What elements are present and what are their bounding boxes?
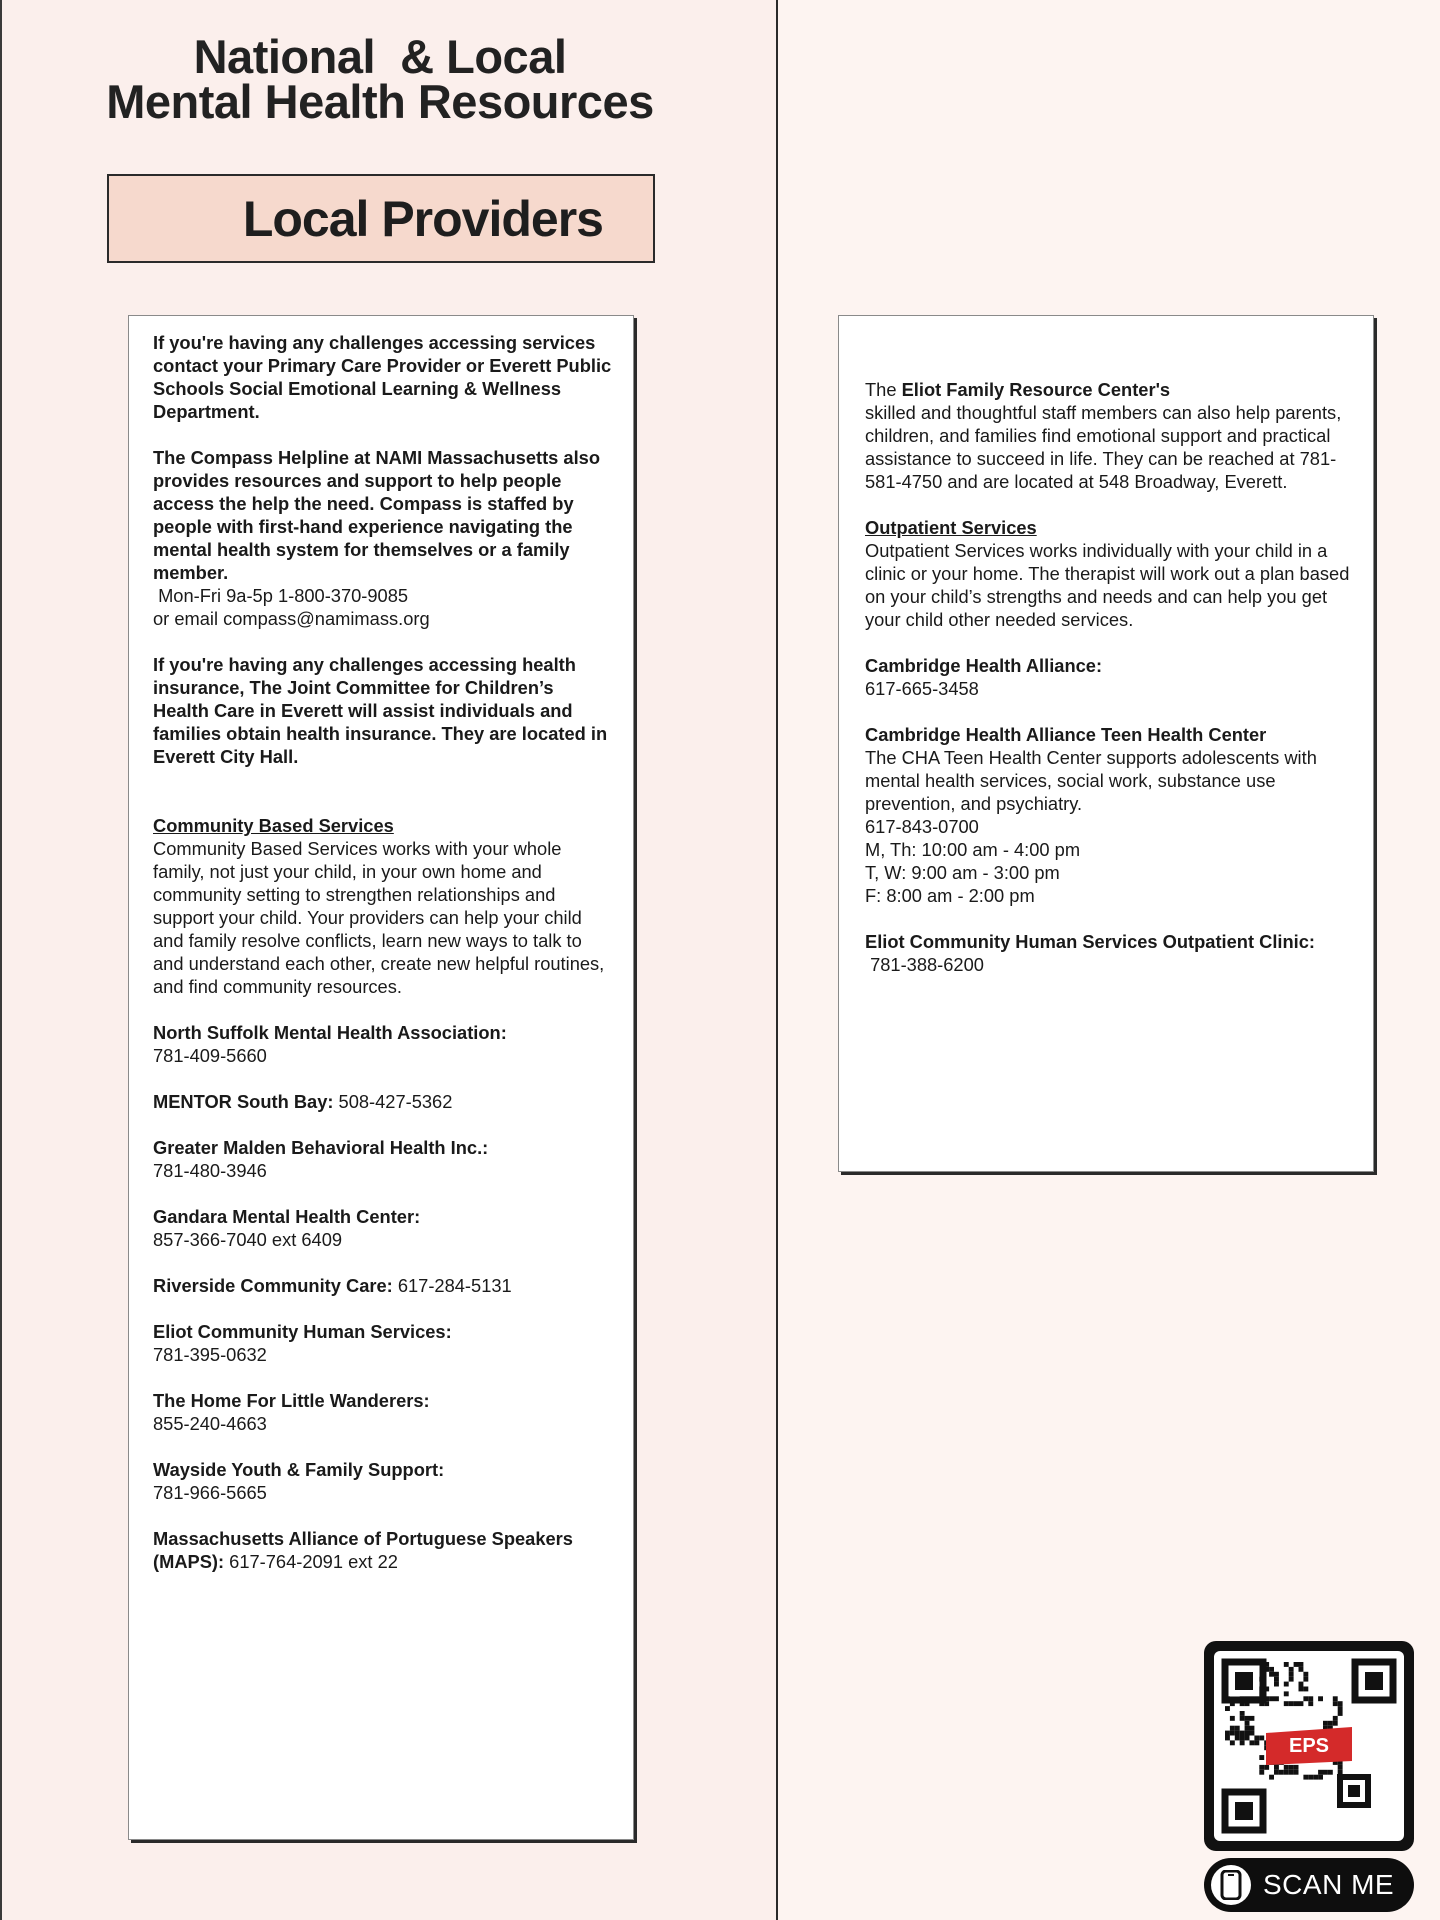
qr-module	[1284, 1662, 1289, 1667]
compass-description: The Compass Helpline at NAMI Massachusetts also provides resources and support to help people access the help the need. Compass is staffed by people with first-hand experience navigating the mental health system for themselves or a family member.	[153, 447, 600, 583]
qr-module	[1259, 1736, 1264, 1741]
qr-module	[1338, 1701, 1343, 1706]
cha-name: Cambridge Health Alliance:	[865, 655, 1103, 676]
provider-phone: 617-284-5131	[392, 1275, 512, 1296]
eliot-block	[865, 378, 1353, 493]
teen-phone: 617-843-0700	[865, 816, 979, 837]
eps-logo	[1266, 1727, 1352, 1765]
qr-module	[1333, 1721, 1338, 1726]
qr-module	[1284, 1682, 1289, 1687]
qr-module	[1245, 1731, 1250, 1736]
eliot-outpatient-name: Eliot Community Human Services Outpatient Clinic:	[865, 931, 1315, 952]
qr-module	[1264, 1765, 1269, 1770]
qr-module	[1308, 1701, 1313, 1706]
qr-module	[1269, 1696, 1274, 1701]
qr-module	[1240, 1740, 1245, 1745]
qr-module	[1250, 1726, 1255, 1731]
qr-module	[1245, 1721, 1250, 1726]
qr-module	[1259, 1755, 1264, 1760]
eliot-outpatient-phone: 781-388-6200	[865, 954, 984, 975]
teen-hours-f: F: 8:00 am - 2:00 pm	[865, 885, 1035, 906]
qr-module	[1294, 1701, 1299, 1706]
qr-code-image	[1214, 1651, 1404, 1841]
provider-phone: 781-966-5665	[153, 1482, 267, 1503]
qr-module	[1269, 1672, 1274, 1677]
qr-module	[1225, 1736, 1230, 1741]
provider-phone: 508-427-5362	[333, 1091, 453, 1112]
provider-item	[153, 1458, 613, 1504]
qr-module	[1289, 1667, 1294, 1672]
qr-module	[1294, 1662, 1299, 1667]
provider-name: Massachusetts Alliance of Portuguese Speakers (MAPS):	[153, 1528, 573, 1572]
compass-email[interactable]: or email compass@namimass.org	[153, 608, 430, 629]
qr-module	[1259, 1765, 1264, 1770]
section-title: Local Providers	[242, 190, 603, 247]
qr-module	[1230, 1726, 1235, 1731]
qr-module	[1308, 1696, 1313, 1701]
qr-module	[1284, 1765, 1289, 1770]
qr-code[interactable]	[1204, 1641, 1414, 1851]
provider-phone: 855-240-4663	[153, 1413, 267, 1434]
qr-module	[1303, 1687, 1308, 1692]
qr-module	[1235, 1736, 1240, 1741]
section-header-box	[107, 174, 655, 263]
qr-module	[1323, 1770, 1328, 1775]
qr-module	[1299, 1662, 1304, 1667]
provider-phone: 781-480-3946	[153, 1160, 267, 1181]
qr-module	[1254, 1740, 1259, 1745]
provider-item	[153, 1527, 613, 1573]
qr-module	[1299, 1682, 1304, 1687]
qr-module	[1299, 1687, 1304, 1692]
qr-module	[1338, 1765, 1343, 1770]
qr-module	[1259, 1770, 1264, 1775]
qr-module	[1303, 1775, 1308, 1780]
provider-item	[153, 1205, 613, 1251]
cha-block	[865, 654, 1353, 700]
qr-module	[1294, 1765, 1299, 1770]
cbs-heading: Community Based Services	[153, 815, 394, 836]
qr-module	[1299, 1701, 1304, 1706]
qr-module	[1313, 1775, 1318, 1780]
qr-module	[1250, 1740, 1255, 1745]
provider-item	[153, 1136, 613, 1182]
outpatient-block	[865, 516, 1353, 631]
qr-module	[1303, 1677, 1308, 1682]
provider-item	[153, 1274, 613, 1297]
qr-module	[1308, 1775, 1313, 1780]
qr-module	[1318, 1770, 1323, 1775]
qr-module	[1289, 1770, 1294, 1775]
page-title	[0, 30, 760, 128]
provider-item	[153, 1090, 613, 1113]
qr-module	[1245, 1716, 1250, 1721]
provider-item	[153, 1320, 613, 1366]
provider-name: North Suffolk Mental Health Association:	[153, 1022, 507, 1043]
qr-module	[1245, 1736, 1250, 1741]
insurance-text: If you're having any challenges accessing health insurance, The Joint Committee for Children’s Health Care in Everett will assist individuals and families obtain health insurance. They are located in Everett City Hall.	[153, 654, 608, 767]
provider-item	[153, 1389, 613, 1435]
qr-module	[1333, 1716, 1338, 1721]
teen-hours-mth: M, Th: 10:00 am - 4:00 pm	[865, 839, 1081, 860]
cha-phone: 617-665-3458	[865, 678, 979, 699]
qr-module	[1299, 1667, 1304, 1672]
qr-module	[1303, 1672, 1308, 1677]
qr-module	[1284, 1691, 1289, 1696]
title-line-1: National & Local	[193, 30, 567, 83]
provider-name: Eliot Community Human Services:	[153, 1321, 452, 1342]
eliot-prefix: The	[865, 379, 902, 400]
qr-module	[1318, 1775, 1323, 1780]
qr-module	[1289, 1765, 1294, 1770]
qr-module	[1328, 1721, 1333, 1726]
qr-module	[1240, 1716, 1245, 1721]
qr-module	[1333, 1696, 1338, 1701]
qr-module	[1338, 1711, 1343, 1716]
left-border	[0, 0, 2, 1920]
qr-module	[1250, 1731, 1255, 1736]
compass-hours: Mon-Fri 9a-5p 1-800-370-9085	[153, 585, 409, 606]
scan-me-label: SCAN ME	[1263, 1869, 1395, 1900]
qr-module	[1269, 1667, 1274, 1672]
provider-phone: 617-764-2091 ext 22	[224, 1551, 398, 1572]
qr-module	[1230, 1716, 1235, 1721]
qr-module	[1318, 1696, 1323, 1701]
qr-module	[1338, 1706, 1343, 1711]
qr-module	[1333, 1701, 1338, 1706]
title-line-2: Mental Health Resources	[106, 75, 654, 128]
qr-module	[1225, 1706, 1230, 1711]
provider-item	[153, 1021, 613, 1067]
compass-block	[153, 446, 613, 630]
eliot-outpatient-block	[865, 930, 1353, 976]
left-resource-card	[128, 315, 634, 1840]
phone-icon	[1211, 1865, 1251, 1905]
teen-block	[865, 723, 1353, 907]
qr-module	[1323, 1721, 1328, 1726]
provider-name: Wayside Youth & Family Support:	[153, 1459, 445, 1480]
qr-module	[1274, 1770, 1279, 1775]
qr-module	[1338, 1770, 1343, 1775]
eps-logo-text: EPS	[1288, 1735, 1330, 1757]
qr-module	[1274, 1677, 1279, 1682]
outpatient-heading: Outpatient Services	[865, 517, 1037, 538]
qr-module	[1274, 1672, 1279, 1677]
right-resource-card	[838, 315, 1374, 1172]
provider-phone: 781-409-5660	[153, 1045, 267, 1066]
qr-module	[1274, 1682, 1279, 1687]
outpatient-body: Outpatient Services works individually with your child in a clinic or your home. The therapist will work out a plan based on your child’s strengths and needs and can help you get your child other needed services.	[865, 540, 1350, 630]
eliot-body: skilled and thoughtful staff members can also help parents, children, and families find emotional support and practical assistance to succeed in life. They can be reached at 781-581-4750 and are located at 548 Broadway, Everett.	[865, 402, 1342, 492]
provider-name: Greater Malden Behavioral Health Inc.:	[153, 1137, 489, 1158]
qr-module	[1284, 1770, 1289, 1775]
qr-module	[1289, 1701, 1294, 1706]
qr-module	[1279, 1770, 1284, 1775]
qr-module	[1274, 1696, 1279, 1701]
qr-module	[1235, 1731, 1240, 1736]
qr-module	[1274, 1765, 1279, 1770]
qr-module	[1269, 1775, 1274, 1780]
qr-module	[1254, 1736, 1259, 1741]
qr-module	[1328, 1770, 1333, 1775]
qr-module	[1294, 1770, 1299, 1775]
provider-list	[153, 1021, 613, 1573]
cbs-body: Community Based Services works with your whole family, not just your child, in your own home and community setting to strengthen relationships and support your child. Your providers can help your child and family resolve conflicts, learn new ways to talk to and understand each other, create new helpful routines, and find community resources.	[153, 838, 605, 997]
scan-me-button[interactable]	[1204, 1858, 1414, 1912]
intro-text: If you're having any challenges accessing services contact your Primary Care Provider or Everett Public Schools Social Emotional Learning & Wellness Department.	[153, 332, 612, 422]
provider-name: MENTOR South Bay:	[153, 1091, 334, 1112]
qr-module	[1230, 1731, 1235, 1736]
eliot-name: Eliot Family Resource Center's	[901, 379, 1171, 400]
provider-name: Gandara Mental Health Center:	[153, 1206, 421, 1227]
qr-module	[1225, 1731, 1230, 1736]
qr-module	[1245, 1726, 1250, 1731]
qr-module	[1240, 1731, 1245, 1736]
qr-module	[1240, 1711, 1245, 1716]
qr-module	[1240, 1736, 1245, 1741]
provider-name: Riverside Community Care:	[153, 1275, 393, 1296]
qr-code-graphic	[1214, 1651, 1404, 1841]
qr-module	[1230, 1740, 1235, 1745]
provider-phone: 781-395-0632	[153, 1344, 267, 1365]
cbs-block	[153, 814, 613, 998]
column-divider	[776, 0, 778, 1920]
teen-body: The CHA Teen Health Center supports adolescents with mental health services, social work, substance use prevention, and psychiatry.	[865, 747, 1317, 814]
provider-name: The Home For Little Wanderers:	[153, 1390, 430, 1411]
qr-module	[1303, 1696, 1308, 1701]
qr-module	[1289, 1677, 1294, 1682]
qr-module	[1235, 1726, 1240, 1731]
teen-name: Cambridge Health Alliance Teen Health Center	[865, 724, 1267, 745]
qr-module	[1250, 1716, 1255, 1721]
qr-module	[1289, 1672, 1294, 1677]
provider-phone: 857-366-7040 ext 6409	[153, 1229, 343, 1250]
qr-module	[1284, 1701, 1289, 1706]
teen-hours-tw: T, W: 9:00 am - 3:00 pm	[865, 862, 1060, 883]
